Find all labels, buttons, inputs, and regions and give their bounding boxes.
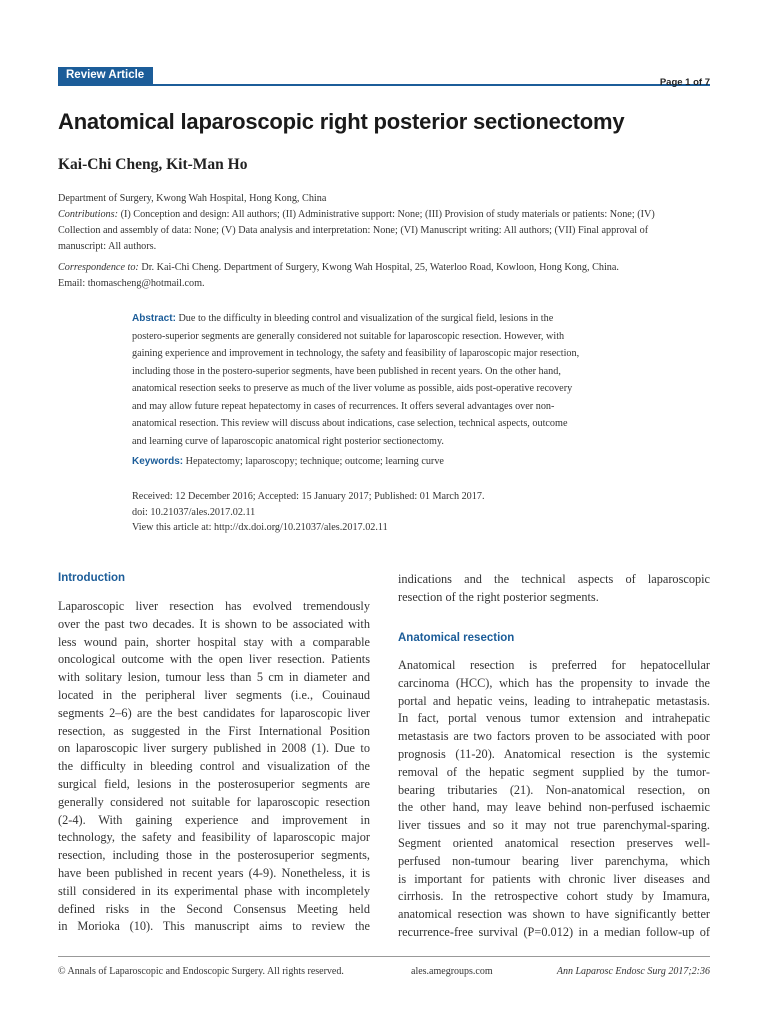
correspondence-text: Dr. Kai-Chi Cheng. Department of Surgery, Kwong Wah Hospital, 25, Waterloo Road, Kowloon, Hong Kong, China. — [138, 262, 619, 273]
received-dates: Received: 12 December 2016; Accepted: 15 January 2017; Published: 01 March 2017. — [132, 491, 485, 502]
body-line: oncological outcome with the open liver resection. Patients — [58, 652, 370, 667]
body-line: is important for patients with chronic liver diseases and — [398, 871, 710, 886]
body-line: resection, as suggested in the First International Position — [58, 723, 370, 738]
page-number: Page 1 of 7 — [659, 77, 710, 88]
body-line: perfused non-tumour bearing liver parenchyma, which — [398, 853, 710, 868]
body-line: portal and hepatic veins, leading to intrahepatic metastasis. — [398, 693, 710, 708]
body-line: with solitary lesion, tumour less than 5 cm in diameter and — [58, 670, 370, 685]
affiliation: Department of Surgery, Kwong Wah Hospital, Hong Kong, China — [58, 193, 327, 204]
body-line: (2-4). With gaining experience and improvement in — [58, 812, 370, 827]
heading-introduction: Introduction — [58, 572, 126, 584]
contributions-line-1: (I) Conception and design: All authors; (II) Administrative support: None; (III) Provision of study materials or patients: None; (IV) — [118, 209, 655, 220]
abstract-line: anatomical resection. This review will discuss about indications, case selection, technical aspects, outcome — [132, 418, 568, 429]
article-type-bar — [58, 67, 710, 86]
body-line: the other hand, may leave behind non-perfused ischaemic — [398, 800, 710, 815]
body-line: liver tissues and so it may not true parenchymal-sparing. — [398, 818, 710, 833]
body-line: technology, the safety and feasibility of laparoscopic major — [58, 830, 370, 845]
correspondence-label: Correspondence to: — [58, 262, 139, 273]
footer-citation: Ann Laparosc Endosc Surg 2017;2:36 — [556, 966, 710, 977]
body-line: defined risks in the Second Consensus Meeting held — [58, 901, 370, 916]
body-line: generally considered not suitable for laparoscopic resection — [58, 794, 370, 809]
keywords-label: Keywords: — [132, 456, 184, 467]
body-line: still considered in its experimental phase with incompletely — [58, 883, 370, 898]
abstract-line: Due to the difficulty in bleeding control and visualization of the surgical field, lesions in the — [175, 313, 554, 324]
abstract-line: postero-superior segments are generally considered not suitable for laparoscopic resection. However, with — [132, 330, 565, 342]
left-column-body — [58, 598, 370, 936]
contributions — [58, 207, 710, 255]
abstract-line: including those in the postero-superior segments, have been published in recent years. On the other hand, — [132, 365, 561, 377]
body-line: carcinoma (HCC), which has the propensity to invade the — [398, 675, 710, 690]
body-line: in Morioka (10). This manuscript aims to review the — [58, 919, 370, 934]
body-line: on laparoscopic liver surgery published in 2008 (1). Due to — [58, 741, 370, 756]
body-line: Segment oriented anatomical resection preserves well- — [398, 835, 710, 850]
body-line: resection of the right posterior segments. — [398, 589, 599, 604]
right-column-intro — [398, 571, 710, 607]
body-line: removal of the hepatic segment supplied by the tumor- — [398, 764, 710, 779]
contributions-line-3: manuscript: All authors. — [58, 241, 157, 252]
body-line: metastasis are two factors proven to be associated with poor — [398, 729, 710, 744]
keywords-text: Hepatectomy; laparoscopy; technique; outcome; learning curve — [183, 456, 444, 467]
contributions-line-2: Collection and assembly of data: None; (V) Data analysis and interpretation: None; (VI) Manuscript writing: All authors; (VII) Final approval of — [58, 225, 649, 236]
body-line: less wound pain, shorter hospital stay with a comparable — [58, 634, 370, 649]
body-line: prognosis (11-20). Anatomical resection is the systemic — [398, 746, 710, 761]
body-line: cirrhosis. In the retrospective cohort study by Imamura, — [398, 889, 710, 904]
abstract-line: anatomical resection seeks to preserve as much of the liver volume as possible, aids post-operative recovery — [132, 383, 573, 394]
body-line: located in the peripheral liver segments (i.e., Couinaud — [58, 687, 370, 702]
view-article-link[interactable]: View this article at: http://dx.doi.org/10.21037/ales.2017.02.11 — [132, 522, 388, 533]
body-line: In fact, portal venous tumor extension and intrahepatic — [398, 711, 710, 726]
abstract — [132, 310, 636, 450]
body-line: recurrence-free survival (P=0.012) in a median follow-up of — [398, 924, 710, 939]
abstract-label: Abstract: — [132, 313, 176, 324]
body-line: bearing tributaries (21). Non-anatomical resection, on — [398, 782, 710, 797]
body-line: resection, including those in the posterosuperior segments, — [58, 848, 370, 863]
keywords — [132, 456, 444, 467]
abstract-line: and may allow future repeat hepatectomy in cases of recurrences. It offers several advantages over non- — [132, 400, 555, 412]
article-type-label: Review Article — [58, 67, 153, 84]
doi: doi: 10.21037/ales.2017.02.11 — [132, 506, 256, 518]
article-title: Anatomical laparoscopic right posterior sectionectomy — [58, 109, 625, 134]
body-line: anatomical resection was shown to have significantly better — [398, 907, 710, 922]
footer-site[interactable]: ales.amegroups.com — [411, 966, 493, 977]
body-line: over the past two decades. It is shown to be associated with — [58, 616, 370, 631]
correspondence-email: Email: thomascheng@hotmail.com. — [58, 278, 205, 289]
body-line: Anatomical resection is preferred for hepatocellular — [398, 658, 710, 672]
body-line: surgical field, lesions in the posterosuperior segments are — [58, 776, 370, 791]
abstract-line: and learning curve of laparoscopic anatomical right posterior sectionectomy. — [132, 435, 444, 447]
body-line: segments 2–6) are the best candidates for laparoscopic liver — [58, 705, 370, 720]
body-line: the difficulty in bleeding control and visualization of the — [58, 759, 370, 774]
body-line: indications and the technical aspects of laparoscopic — [398, 572, 710, 586]
footer-copyright: © Annals of Laparoscopic and Endoscopic Surgery. All rights reserved. — [58, 966, 344, 977]
article-dates — [132, 489, 485, 536]
authors: Kai-Chi Cheng, Kit-Man Ho — [58, 156, 248, 173]
abstract-line: gaining experience and improvement in technology, the safety and feasibility of laparoscopic major resection, — [132, 348, 580, 359]
footer-divider — [58, 956, 710, 957]
heading-anatomical-resection: Anatomical resection — [398, 632, 515, 644]
right-column-body — [398, 657, 710, 942]
body-line: Laparoscopic liver resection has evolved tremendously — [58, 599, 370, 613]
contributions-label: Contributions: — [58, 209, 119, 220]
body-line: have been published in recent years (4-9). Nonetheless, it is — [58, 865, 370, 880]
correspondence — [58, 260, 710, 292]
